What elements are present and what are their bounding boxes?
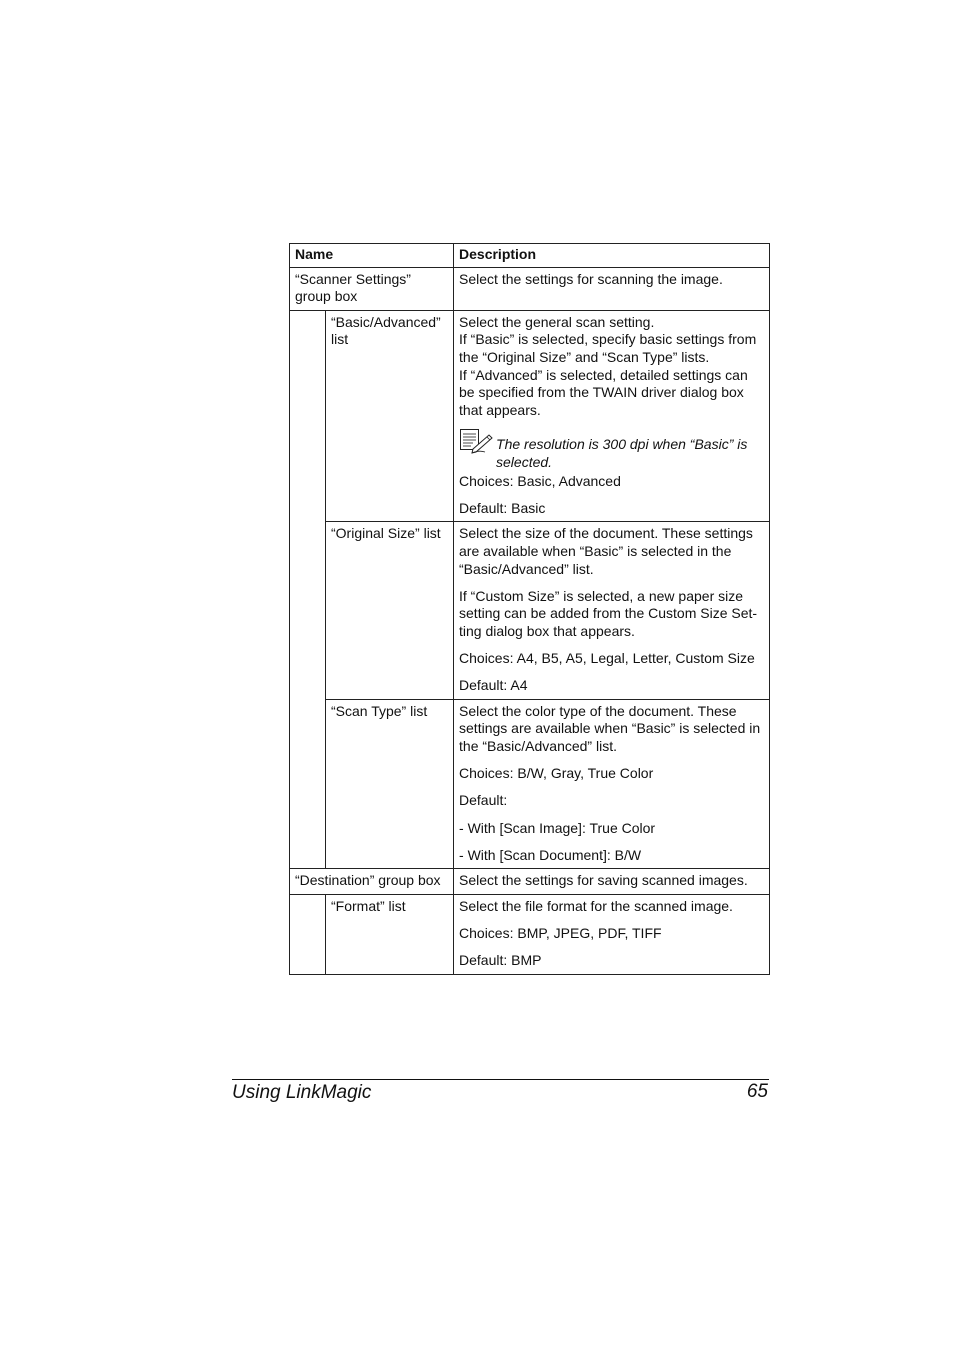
desc-line: If “Advanced” is selected, detailed settings can be specified from the TWAIN driver dialog box that appears. [459, 366, 748, 418]
row-desc-format [454, 894, 770, 974]
row-name-original-size: “Original Size” list [326, 522, 454, 700]
header-name: Name [290, 244, 454, 268]
desc-paragraph: Select the color type of the document. These settings are available when “Basic” is selected in the “Basic/Advanced” list. [459, 702, 761, 755]
table-header-row [290, 244, 770, 268]
default-text: Default: [459, 792, 508, 809]
desc-paragraph: Select the file format for the scanned image. [459, 897, 733, 914]
note-text: The resolution is 300 dpi when “Basic” is selected. [496, 436, 748, 470]
choices-text: Choices: BMP, JPEG, PDF, TIFF [459, 925, 662, 942]
header-description: Description [454, 244, 770, 268]
table-row [290, 267, 770, 310]
desc-line: If “Basic” is selected, specify basic settings from the “Original Size” and “Scan Type” lists. [459, 331, 757, 365]
table-row [290, 310, 770, 522]
desc-paragraph: Select the size of the document. These settings are available when “Basic” is selected in the “Basic/Advanced” list. [459, 525, 753, 577]
row-name-scan-type: “Scan Type” list [326, 699, 454, 869]
row-name-scanner-settings: “Scanner Settings” group box [290, 267, 454, 310]
settings-table [289, 243, 770, 975]
note-box [459, 428, 766, 471]
desc-line: Select the general scan setting. [459, 313, 655, 330]
desc-paragraph: If “Custom Size” is selected, a new paper size setting can be added from the Custom Size Set-ting dialog box that appears. [459, 587, 758, 639]
footer-title: Using LinkMagic [232, 1082, 372, 1103]
row-desc-scanner-settings: Select the settings for scanning the image. [454, 267, 770, 310]
choices-text: Choices: B/W, Gray, True Color [459, 765, 654, 782]
indent-cell [290, 310, 326, 869]
row-name-basic-advanced: “Basic/Advanced” list [326, 310, 454, 522]
default-text: Default: Basic [459, 499, 546, 516]
table-row [290, 699, 770, 869]
footer-rule [232, 1079, 769, 1080]
note-pencil-icon [459, 428, 496, 456]
table-row [290, 869, 770, 895]
default-scan-image-text: - With [Scan Image]: True Color [459, 819, 656, 836]
table-row [290, 522, 770, 700]
row-name-format: “Format” list [326, 894, 454, 974]
row-desc-original-size [454, 522, 770, 700]
default-text: Default: A4 [459, 677, 528, 694]
indent-cell [290, 894, 326, 974]
row-desc-basic-advanced [454, 310, 770, 522]
row-desc-destination: Select the settings for saving scanned images. [454, 869, 770, 895]
default-text: Default: BMP [459, 952, 542, 969]
page-number: 65 [746, 1081, 768, 1102]
row-desc-scan-type [454, 699, 770, 869]
row-name-destination: “Destination” group box [290, 869, 454, 895]
default-scan-document-text: - With [Scan Document]: B/W [459, 846, 642, 863]
choices-text: Choices: Basic, Advanced [459, 472, 621, 489]
choices-text: Choices: A4, B5, A5, Legal, Letter, Custom Size [459, 650, 755, 667]
table-row [290, 894, 770, 974]
